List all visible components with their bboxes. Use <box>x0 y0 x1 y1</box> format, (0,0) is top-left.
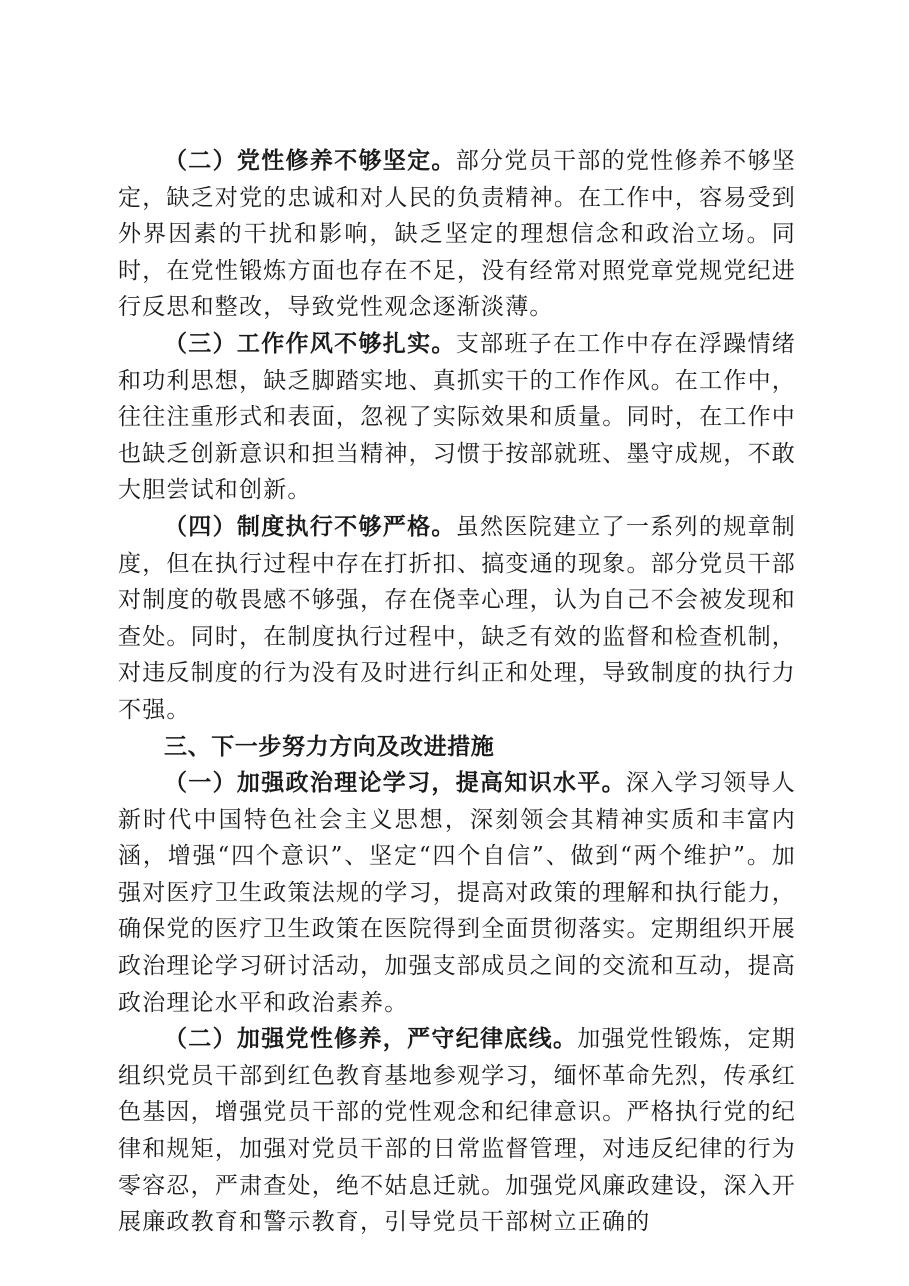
paragraph-political-study <box>118 765 796 1021</box>
paragraph-lead: （三）工作作风不够扎实。 <box>164 330 456 357</box>
paragraph-text: 深入学习领导人新时代中国特色社会主义思想，深刻领会其精神实质和丰富内涵，增强“四个意识”、坚定“四个自信”、做到“两个维护”。加强对医疗卫生政策法规的学习，提高对政策的理解和执行能力，确保党的医疗卫生政策在医院得到全面贯彻落实。定期组织开展政治理论学习研讨活动，加强支部成员之间的交流和互动，提高政治理论水平和政治素养。 <box>118 770 796 1016</box>
paragraph-text: 部分党员干部的党性修养不够坚定，缺乏对党的忠诚和对人民的负责精神。在工作中，容易受到外界因素的干扰和影响，缺乏坚定的理想信念和政治立场。同时，在党性锻炼方面也存在不足，没有经常对照党章党规党纪进行反思和整改，导致党性观念逐渐淡薄。 <box>118 148 796 321</box>
paragraph-lead: （四）制度执行不够严格。 <box>164 513 456 540</box>
paragraph-lead: （二）加强党性修养，严守纪律底线。 <box>164 1026 578 1053</box>
paragraph-discipline <box>118 1021 796 1241</box>
paragraph-text: 虽然医院建立了一系列的规章制度，但在执行过程中存在打折扣、搞变通的现象。部分党员干部对制度的敬畏感不够强，存在侥幸心理，认为自己不会被发现和查处。同时，在制度执行过程中，缺乏有效的监督和检查机制，对违反制度的行为没有及时进行纠正和处理，导致制度的执行力不强。 <box>118 513 796 723</box>
document-body <box>118 143 796 1241</box>
paragraph-party-spirit <box>118 143 796 326</box>
paragraph-text: 加强党性锻炼，定期组织党员干部到红色教育基地参观学习，缅怀革命先烈，传承红色基因，增强党员干部的党性观念和纪律意识。严格执行党的纪律和规矩，加强对党员干部的日常监督管理，对违反纪律的行为零容忍，严肃查处，绝不姑息迁就。加强党风廉政建设，深入开展廉政教育和警示教育，引导党员干部树立正确的 <box>118 1026 796 1236</box>
paragraph-work-style <box>118 326 796 509</box>
paragraph-lead: （二）党性修养不够坚定。 <box>164 148 456 174</box>
paragraph-text: 支部班子在工作中存在浮躁情绪和功利思想，缺乏脚踏实地、真抓实干的工作作风。在工作中，往往注重形式和表面，忽视了实际效果和质量。同时，在工作中也缺乏创新意识和担当精神，习惯于按部就班、墨守成规，不敢大胆尝试和创新。 <box>118 330 796 504</box>
section-heading: 三、下一步努力方向及改进措施 <box>164 733 495 760</box>
paragraph-lead: （一）加强政治理论学习，提高知识水平。 <box>164 770 626 797</box>
paragraph-system-execution <box>118 509 796 729</box>
